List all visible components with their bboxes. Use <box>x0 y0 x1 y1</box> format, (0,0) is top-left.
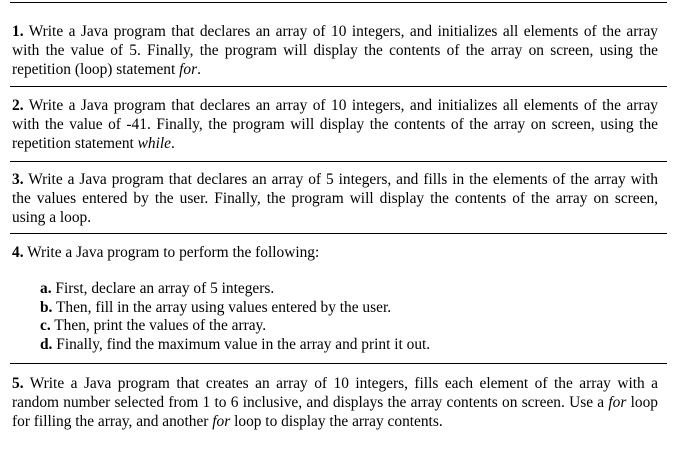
subitem-a-letter: a. <box>40 280 52 297</box>
question-2 <box>12 96 658 153</box>
question-2-number: 2. <box>12 97 24 114</box>
question-1 <box>12 22 658 79</box>
question-1-keyword: for <box>179 61 198 78</box>
subitem-b-text: Then, fill in the array using values entered by the user. <box>56 298 392 316</box>
subitem-c-text: Then, print the values of the array. <box>54 317 267 334</box>
question-5-keyword-1: for <box>608 394 627 411</box>
subitem-b-letter: b. <box>40 298 53 316</box>
question-3 <box>12 170 658 227</box>
subitem-a <box>40 280 430 299</box>
question-2-keyword: while <box>137 135 172 152</box>
question-5-text: Write a Java program that creates an array of 10 integers, fills each element of the array with a random number selected from 1 to 6 inclusive, and displays the array contents on screen. Use a <box>12 375 658 411</box>
subitem-d-letter: d. <box>40 335 53 353</box>
divider-4 <box>10 363 667 364</box>
subitem-b <box>40 299 430 318</box>
question-1-period: . <box>197 61 201 78</box>
divider-2 <box>10 161 667 162</box>
question-5-number: 5. <box>12 375 24 392</box>
question-2-period: . <box>171 135 175 152</box>
divider-1 <box>10 86 667 87</box>
question-3-number: 3. <box>12 171 24 188</box>
subitem-d <box>40 336 430 355</box>
top-divider <box>10 2 667 3</box>
subitem-d-text: Finally, find the maximum value in the array and print it out. <box>56 335 431 353</box>
question-5 <box>12 374 658 431</box>
question-5-keyword-2: for <box>212 413 231 430</box>
subitem-c-letter: c. <box>40 317 51 334</box>
question-1-number: 1. <box>12 23 24 40</box>
divider-3 <box>10 233 667 234</box>
question-4-number: 4. <box>12 244 24 261</box>
question-4-subitems <box>40 280 430 354</box>
question-5-text-middle: loop for filling the array, and another <box>12 394 658 430</box>
question-4-text: Write a Java program to perform the following: <box>27 244 320 261</box>
subitem-c <box>40 317 430 336</box>
question-1-text: Write a Java program that declares an array of 10 integers, and initializes all elements of the array with the value of 5. Finally, the program will display the contents of the array on screen, using the repetition (loop) statement <box>12 23 658 78</box>
question-2-text: Write a Java program that declares an array of 10 integers, and initializes all elements of the array with the value of -41. Finally, the program will display the contents of the array on screen, using the repetition statement <box>12 97 658 152</box>
subitem-a-text: First, declare an array of 5 integers. <box>55 280 275 297</box>
question-4 <box>12 243 658 262</box>
question-5-text-end: loop to display the array contents. <box>230 413 443 430</box>
question-3-text: Write a Java program that declares an array of 5 integers, and fills in the elements of the array with the values entered by the user. Finally, the program will display the contents of the array on screen, using a loop. <box>12 171 659 226</box>
